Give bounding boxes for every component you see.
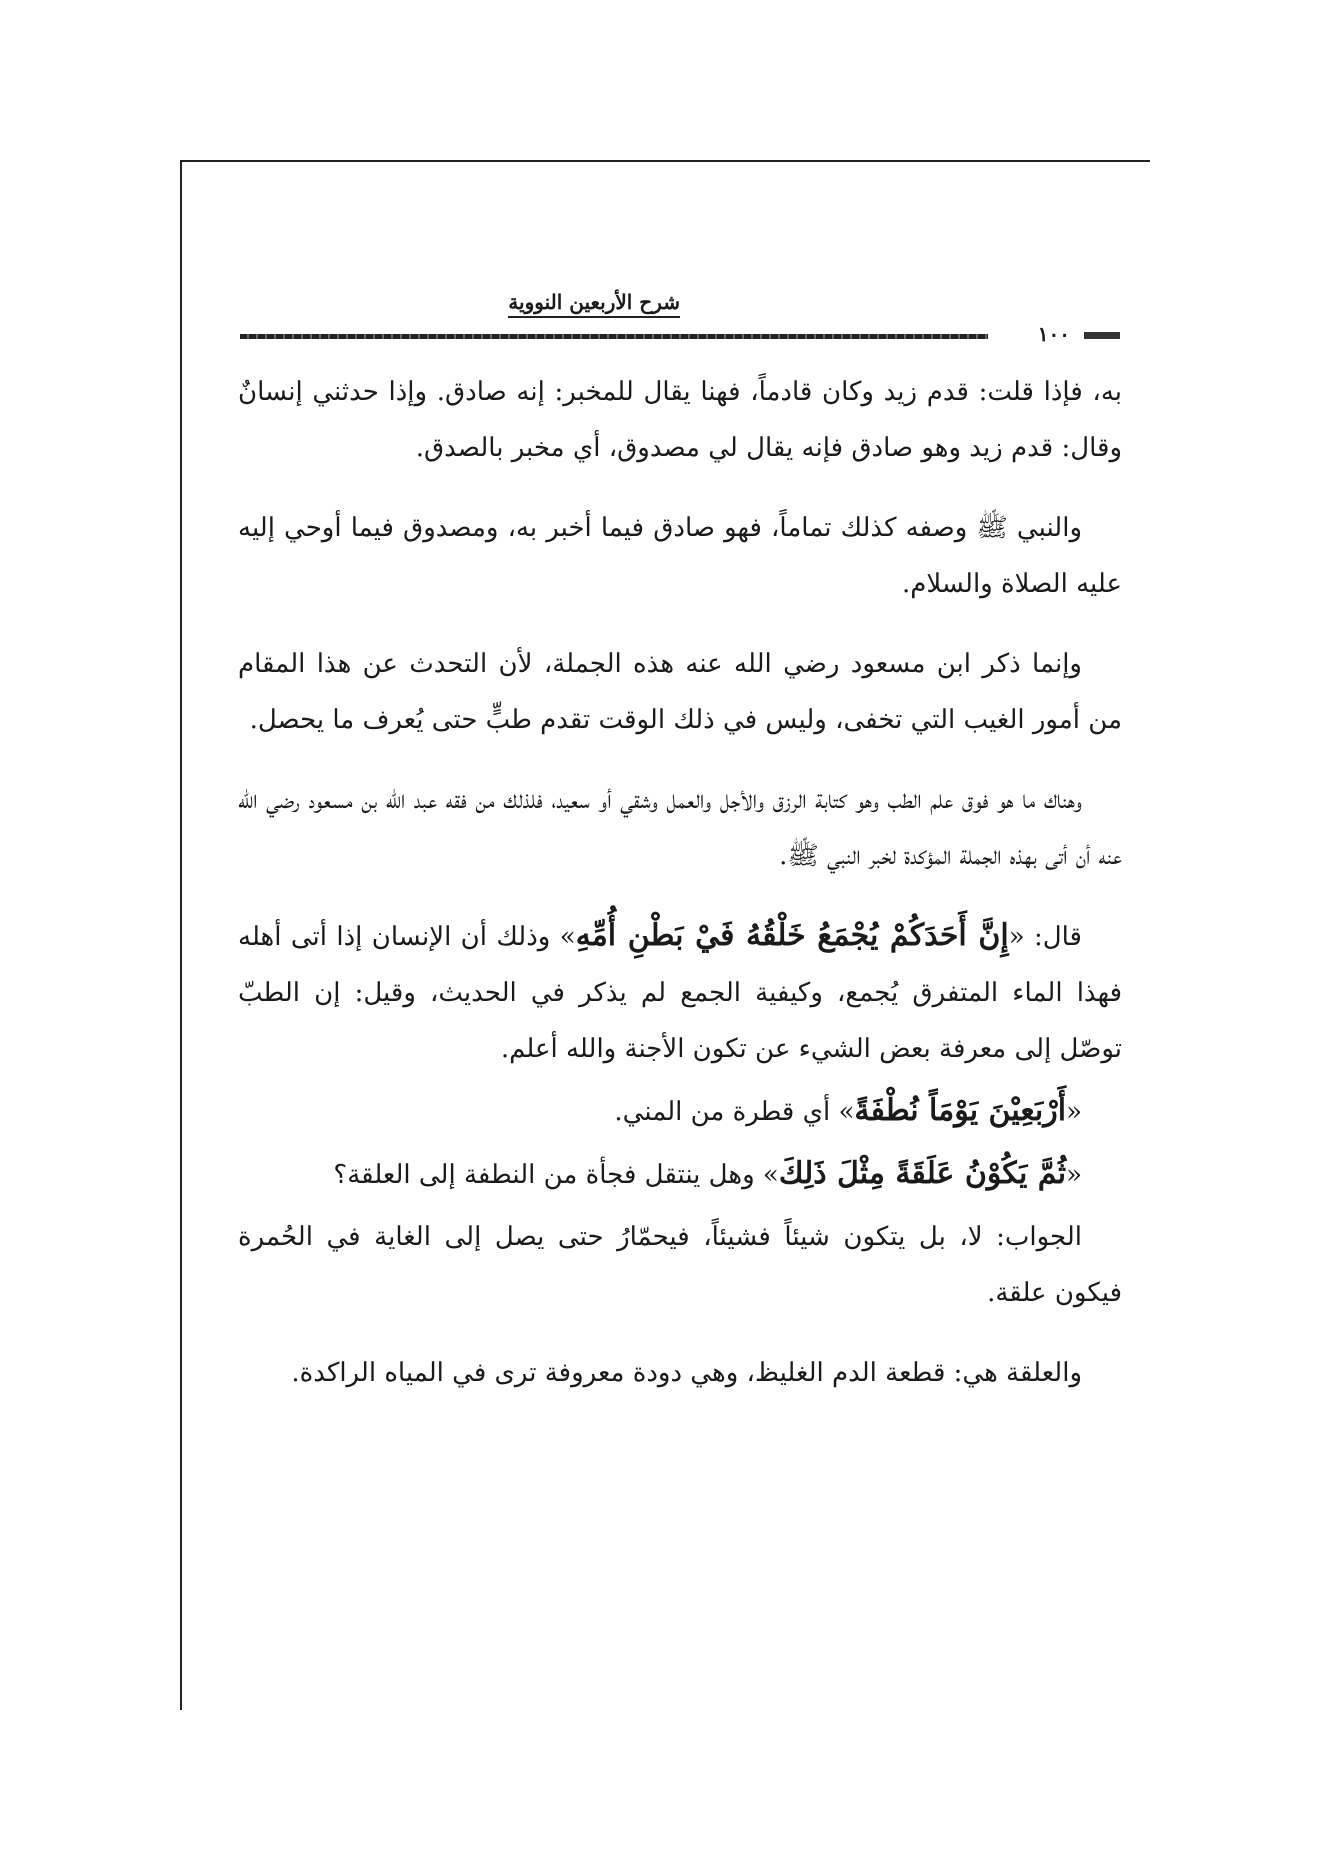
page-frame-top-border (180, 160, 1150, 162)
paragraph-5-commentary: » وذلك أن الإنسان إذا أتى أهله فهذا الماء المتفرق يُجمع، وكيفية الجمع لم يذكر في الحديث، وقيل: إن الطبّ توصّل إلى معرفة بعض الشيء عن تكون الأجنة والله أعلم. (238, 922, 1122, 1064)
paragraph-6 (238, 1083, 1122, 1140)
paragraph-7-commentary: » وهل ينتقل فجأة من النطفة إلى العلقة؟ (333, 1160, 779, 1190)
paragraph-6-commentary: » أي قطرة من المني. (614, 1097, 855, 1127)
book-title: شرح الأربعين النووية (508, 290, 680, 318)
paragraph-5 (238, 908, 1122, 1077)
paragraph-9: والعلقة هي: قطعة الدم الغليظ، وهي دودة معروفة ترى في المياه الراكدة. (291, 1358, 1082, 1388)
page-frame-left-border (180, 160, 182, 1710)
hadith-quote-1: إِنَّ أَحَدَكُمْ يُجْمَعُ خَلْقُهُ فَيْ بَطْنِ أُمِّهِ (575, 918, 1009, 953)
paragraph-1: به، فإذا قلت: قدم زيد وكان قادماً، فهنا يقال للمخبر: إنه صادق. وإذا حدثني إنسانٌ وقال: قدم زيد وهو صادق فإنه يقال لي مصدوق، أي مخبر بالصدق. (238, 377, 1122, 463)
paragraph-4: وهناك ما هو فوق علم الطب وهو كتابة الرزق والأجل والعمل وشقي أو سعيد، فلذلك من فقه عبد الله بن مسعود رضي الله عنه أن أتى بهذه الجملة المؤكدة لخبر النبي ﷺ. (238, 785, 1122, 871)
hadith-quote-2: أَرْبَعِيْنَ يَوْمَاً نُطْفَةً (854, 1093, 1067, 1128)
paragraph-5-intro: قال: « (1008, 922, 1082, 952)
paragraph-3: وإنما ذكر ابن مسعود رضي الله عنه هذه الجملة، لأن التحدث عن هذا المقام من أمور الغيب التي تخفى، وليس في ذلك الوقت تقدم طبٍّ حتى يُعرف ما يحصل. (238, 649, 1122, 735)
paragraph-7-intro: « (1066, 1160, 1082, 1190)
paragraph-8: الجواب: لا، بل يتكون شيئاً فشيئاً، فيحمّارُ حتى يصل إلى الغاية في الحُمرة فيكون علقة. (238, 1222, 1122, 1308)
paragraph-6-intro: « (1066, 1097, 1082, 1127)
page-number: ١٠٠ (1037, 322, 1070, 346)
paragraph-7 (238, 1146, 1122, 1203)
page-body (238, 364, 1122, 1425)
hadith-quote-3: ثُمَّ يَكُوْنُ عَلَقَةً مِثْلَ ذَلِكَ (778, 1156, 1067, 1191)
page-number-mark (1084, 332, 1120, 339)
paragraph-2: والنبي ﷺ وصفه كذلك تماماً، فهو صادق فيما أخبر به، ومصدوق فيما أوحي إليه عليه الصلاة والسلام. (238, 513, 1122, 599)
running-header (240, 290, 1120, 350)
